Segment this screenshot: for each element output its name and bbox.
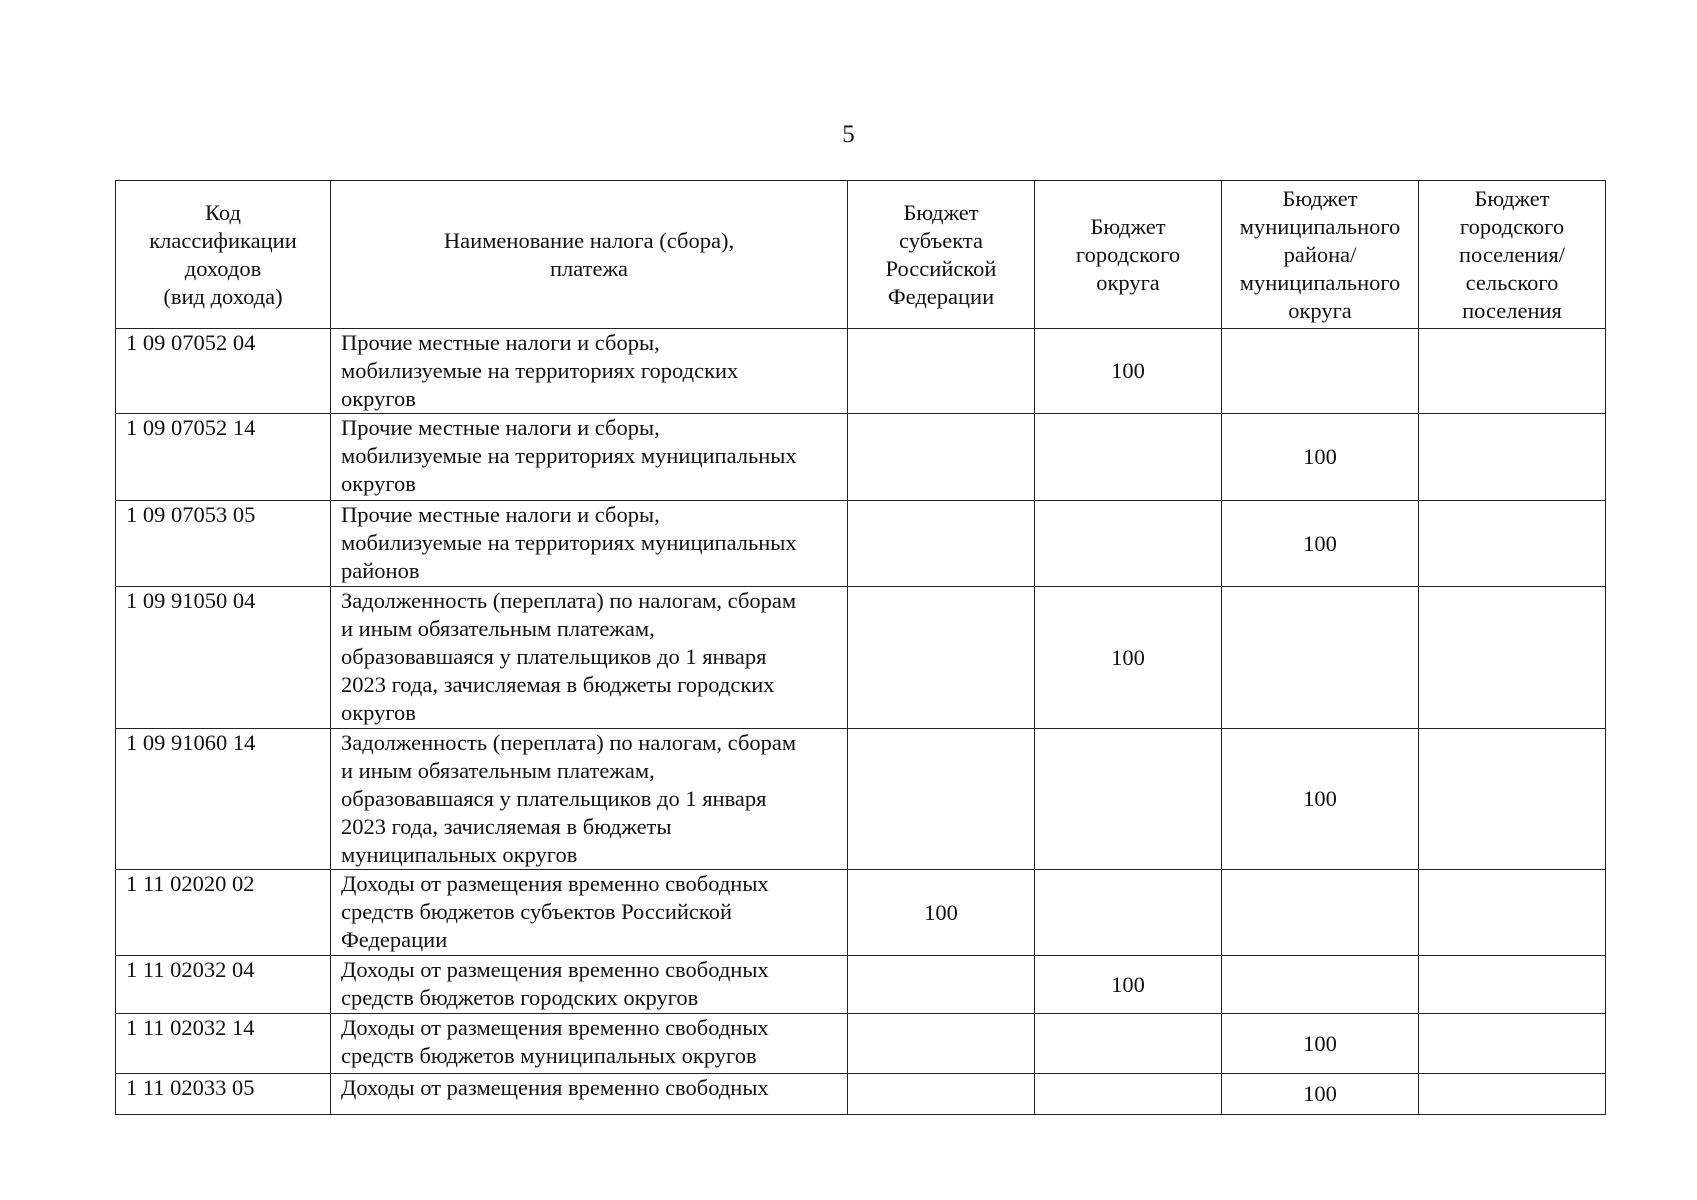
name-cell: Прочие местные налоги и сборы, мобилизуемые на территориях городских округов [331,329,848,414]
settlement-budget-cell [1419,729,1606,870]
city-district-budget-cell [1035,870,1222,956]
city-district-budget-cell [1035,729,1222,870]
municipal-district-budget-cell [1222,956,1419,1014]
subject-budget-cell [848,329,1035,414]
municipal-district-budget-cell [1222,870,1419,956]
settlement-budget-cell [1419,414,1606,501]
table-row [116,870,1606,956]
municipal-district-budget-cell [1222,587,1419,729]
name-cell: Доходы от размещения временно свободных [331,1074,848,1115]
code-cell: 1 11 02032 14 [116,1014,331,1074]
table-header-row [116,181,1606,329]
subject-budget-cell [848,1074,1035,1115]
municipal-district-budget-cell: 100 [1222,1074,1419,1115]
income-distribution-table [115,180,1606,1115]
subject-budget-cell [848,414,1035,501]
name-cell: Доходы от размещения временно свободных средств бюджетов субъектов Российской Федерации [331,870,848,956]
header-name: Наименование налога (сбора), платежа [331,181,848,329]
header-subject-budget: Бюджет субъекта Российской Федерации [848,181,1035,329]
header-city-district-budget: Бюджет городского округа [1035,181,1222,329]
table-row [116,956,1606,1014]
page-number: 5 [842,121,855,148]
header-code: Код классификации доходов (вид дохода) [116,181,331,329]
table-row [116,414,1606,501]
settlement-budget-cell [1419,956,1606,1014]
settlement-budget-cell [1419,1074,1606,1115]
code-cell: 1 11 02032 04 [116,956,331,1014]
table-row [116,1074,1606,1115]
city-district-budget-cell [1035,501,1222,587]
code-cell: 1 09 91050 04 [116,587,331,729]
city-district-budget-cell: 100 [1035,587,1222,729]
subject-budget-cell [848,1014,1035,1074]
name-cell: Задолженность (переплата) по налогам, сборам и иным обязательным платежам, образовавшаяся у плательщиков до 1 января 2023 года, зачисляемая в бюджеты городских округов [331,587,848,729]
settlement-budget-cell [1419,501,1606,587]
city-district-budget-cell [1035,1074,1222,1115]
code-cell: 1 11 02020 02 [116,870,331,956]
subject-budget-cell: 100 [848,870,1035,956]
subject-budget-cell [848,501,1035,587]
header-settlement-budget: Бюджет городского поселения/ сельского поселения [1419,181,1606,329]
subject-budget-cell [848,587,1035,729]
code-cell: 1 09 07053 05 [116,501,331,587]
table-row [116,329,1606,414]
code-cell: 1 11 02033 05 [116,1074,331,1115]
name-cell: Задолженность (переплата) по налогам, сборам и иным обязательным платежам, образовавшаяся у плательщиков до 1 января 2023 года, зачисляемая в бюджеты муниципальных округов [331,729,848,870]
name-cell: Доходы от размещения временно свободных средств бюджетов городских округов [331,956,848,1014]
subject-budget-cell [848,956,1035,1014]
municipal-district-budget-cell: 100 [1222,729,1419,870]
code-cell: 1 09 07052 14 [116,414,331,501]
name-cell: Прочие местные налоги и сборы, мобилизуемые на территориях муниципальных округов [331,414,848,501]
header-municipal-district-budget: Бюджет муниципального района/ муниципального округа [1222,181,1419,329]
city-district-budget-cell [1035,1014,1222,1074]
municipal-district-budget-cell [1222,329,1419,414]
code-cell: 1 09 07052 04 [116,329,331,414]
settlement-budget-cell [1419,1014,1606,1074]
table-row [116,729,1606,870]
table-row [116,501,1606,587]
settlement-budget-cell [1419,329,1606,414]
settlement-budget-cell [1419,587,1606,729]
code-cell: 1 09 91060 14 [116,729,331,870]
municipal-district-budget-cell: 100 [1222,501,1419,587]
municipal-district-budget-cell: 100 [1222,414,1419,501]
city-district-budget-cell [1035,414,1222,501]
subject-budget-cell [848,729,1035,870]
name-cell: Доходы от размещения временно свободных средств бюджетов муниципальных округов [331,1014,848,1074]
table-row [116,1014,1606,1074]
name-cell: Прочие местные налоги и сборы, мобилизуемые на территориях муниципальных районов [331,501,848,587]
city-district-budget-cell: 100 [1035,329,1222,414]
settlement-budget-cell [1419,870,1606,956]
city-district-budget-cell: 100 [1035,956,1222,1014]
municipal-district-budget-cell: 100 [1222,1014,1419,1074]
table-row [116,587,1606,729]
